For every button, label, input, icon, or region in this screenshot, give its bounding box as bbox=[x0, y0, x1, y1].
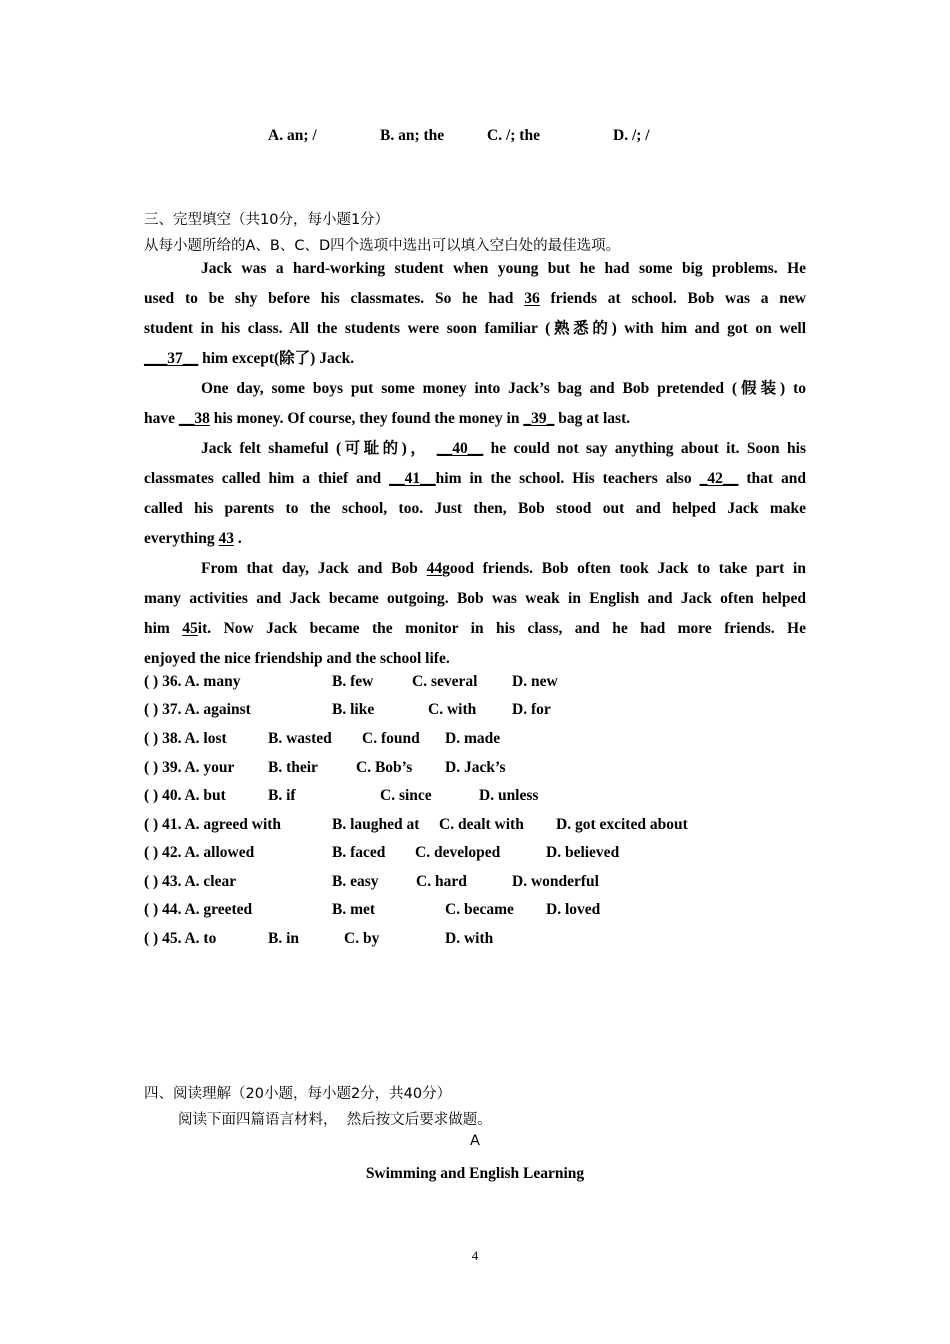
section3-instruction: 从每小题所给的A、B、C、D四个选项中选出可以填入空白处的最佳选项。 bbox=[144, 238, 621, 254]
cloze-passage bbox=[144, 254, 806, 674]
option-d[interactable]: D. with bbox=[445, 930, 494, 947]
blank-42[interactable]: _42__ bbox=[699, 470, 739, 487]
option-c[interactable]: C. by bbox=[344, 930, 380, 947]
blank-36[interactable]: 36 bbox=[524, 290, 540, 307]
option-c[interactable]: C. since bbox=[380, 787, 432, 804]
passage-line bbox=[144, 524, 806, 554]
option-d[interactable]: D. wonderful bbox=[512, 873, 599, 890]
passage-label: A bbox=[470, 1133, 480, 1149]
text: many activities and Jack became outgoing. Bob was weak in English and Jack often helped bbox=[144, 590, 806, 607]
option-c[interactable]: C. Bob’s bbox=[356, 759, 413, 776]
option-b[interactable]: B. in bbox=[268, 930, 300, 947]
option-d[interactable]: D. Jack’s bbox=[445, 759, 506, 776]
option-c[interactable]: C. several bbox=[412, 673, 478, 690]
option-b[interactable]: B. laughed at bbox=[332, 816, 420, 833]
blank-44[interactable]: 44 bbox=[426, 560, 443, 577]
text: student in his class. All the students were soon familiar (熟悉的) with him and got on well bbox=[144, 320, 806, 337]
text: classmates called him a thief and bbox=[144, 470, 390, 487]
option-c[interactable]: C. with bbox=[428, 701, 477, 718]
option-d[interactable]: D. unless bbox=[479, 787, 539, 804]
option-d[interactable]: D. got excited about bbox=[556, 816, 688, 833]
option-b[interactable]: B. wasted bbox=[268, 730, 332, 747]
top-option-c: C. /; the bbox=[487, 127, 540, 144]
question-stem[interactable]: ( ) 40. A. but bbox=[144, 787, 226, 804]
text: him except(除了) Jack. bbox=[198, 350, 355, 367]
option-d[interactable]: D. believed bbox=[546, 844, 620, 861]
text: good friends. Bob often took Jack to take part in bbox=[442, 560, 806, 577]
passage-line bbox=[144, 464, 806, 494]
question-stem[interactable]: ( ) 39. A. your bbox=[144, 759, 235, 776]
passage-line bbox=[144, 314, 806, 344]
section4-heading: 四、阅读理解（20小题，每小题2分，共40分） bbox=[144, 1086, 452, 1102]
text: he could not say anything about it. Soon his bbox=[490, 440, 807, 457]
text: Jack was a hard-working student when young but he had some big problems. He bbox=[201, 260, 806, 277]
blank-41[interactable]: __41__ bbox=[389, 470, 436, 487]
option-c[interactable]: C. found bbox=[362, 730, 420, 747]
passage-line bbox=[144, 374, 806, 404]
page-number: 4 bbox=[471, 1248, 479, 1263]
question-stem[interactable]: ( ) 44. A. greeted bbox=[144, 901, 253, 918]
question-stem[interactable]: ( ) 37. A. against bbox=[144, 701, 251, 718]
text: Jack felt shameful (可耻的)， bbox=[201, 440, 430, 457]
text: his money. Of course, they found the money in bbox=[209, 410, 524, 427]
question-stem[interactable]: ( ) 45. A. to bbox=[144, 930, 217, 947]
passage-line bbox=[144, 434, 806, 464]
option-b[interactable]: B. like bbox=[332, 701, 375, 718]
passage-line bbox=[144, 494, 806, 524]
text: everything bbox=[144, 530, 219, 547]
option-b[interactable]: B. faced bbox=[332, 844, 386, 861]
passage-line bbox=[144, 554, 806, 584]
passage-line bbox=[144, 584, 806, 614]
option-b[interactable]: B. their bbox=[268, 759, 318, 776]
text: have bbox=[144, 410, 179, 427]
option-d[interactable]: D. loved bbox=[546, 901, 601, 918]
option-c[interactable]: C. hard bbox=[416, 873, 467, 890]
option-d[interactable]: D. for bbox=[512, 701, 551, 718]
text: enjoyed the nice friendship and the school life. bbox=[144, 650, 450, 667]
text: friends at school. Bob was a new bbox=[550, 290, 806, 307]
top-option-a: A. an; / bbox=[268, 127, 317, 144]
question-stem[interactable]: ( ) 36. A. many bbox=[144, 673, 241, 690]
blank-45[interactable]: 45 bbox=[182, 620, 198, 637]
blank-40[interactable]: __40__ bbox=[436, 440, 484, 457]
top-option-b: B. an; the bbox=[380, 127, 445, 144]
option-c[interactable]: C. developed bbox=[415, 844, 501, 861]
option-d[interactable]: D. made bbox=[445, 730, 501, 747]
option-b[interactable]: B. few bbox=[332, 673, 374, 690]
text: bag at last. bbox=[554, 410, 631, 427]
text: . bbox=[233, 530, 242, 547]
blank-37[interactable]: ___37__ bbox=[144, 350, 199, 367]
option-d[interactable]: D. new bbox=[512, 673, 558, 690]
text: that and bbox=[738, 470, 807, 487]
section4-instruction: 阅读下面四篇语言材料， 然后按文后要求做题。 bbox=[178, 1112, 492, 1128]
section3-heading: 三、完型填空（共10分，每小题1分） bbox=[144, 212, 390, 228]
passage-line bbox=[144, 614, 806, 644]
option-b[interactable]: B. if bbox=[268, 787, 296, 804]
text: called his parents to the school, too. Just then, Bob stood out and helped Jack make bbox=[144, 500, 806, 517]
blank-43[interactable]: 43 bbox=[218, 530, 234, 547]
text: From that day, Jack and Bob bbox=[201, 560, 427, 577]
passage-line bbox=[144, 254, 806, 284]
passage-line bbox=[144, 404, 806, 434]
blank-39[interactable]: _39_ bbox=[523, 410, 555, 427]
passage-title: Swimming and English Learning bbox=[365, 1165, 585, 1182]
option-b[interactable]: B. met bbox=[332, 901, 376, 918]
text: used to be shy before his classmates. So he had bbox=[144, 290, 525, 307]
top-option-d: D. /; / bbox=[613, 127, 650, 144]
text: him bbox=[144, 620, 183, 637]
blank-38[interactable]: __38 bbox=[178, 410, 210, 427]
text: it. Now Jack became the monitor in his class, and he had more friends. He bbox=[197, 620, 806, 637]
passage-line bbox=[144, 644, 806, 674]
question-stem[interactable]: ( ) 42. A. allowed bbox=[144, 844, 255, 861]
option-c[interactable]: C. dealt with bbox=[439, 816, 524, 833]
text: One day, some boys put some money into Jack’s bag and Bob pretended (假装) to bbox=[201, 380, 806, 397]
question-stem[interactable]: ( ) 43. A. clear bbox=[144, 873, 237, 890]
passage-line bbox=[144, 344, 806, 374]
question-stem[interactable]: ( ) 38. A. lost bbox=[144, 730, 227, 747]
question-stem[interactable]: ( ) 41. A. agreed with bbox=[144, 816, 282, 833]
option-c[interactable]: C. became bbox=[445, 901, 514, 918]
passage-line bbox=[144, 284, 806, 314]
option-b[interactable]: B. easy bbox=[332, 873, 379, 890]
text: him in the school. His teachers also bbox=[435, 470, 700, 487]
